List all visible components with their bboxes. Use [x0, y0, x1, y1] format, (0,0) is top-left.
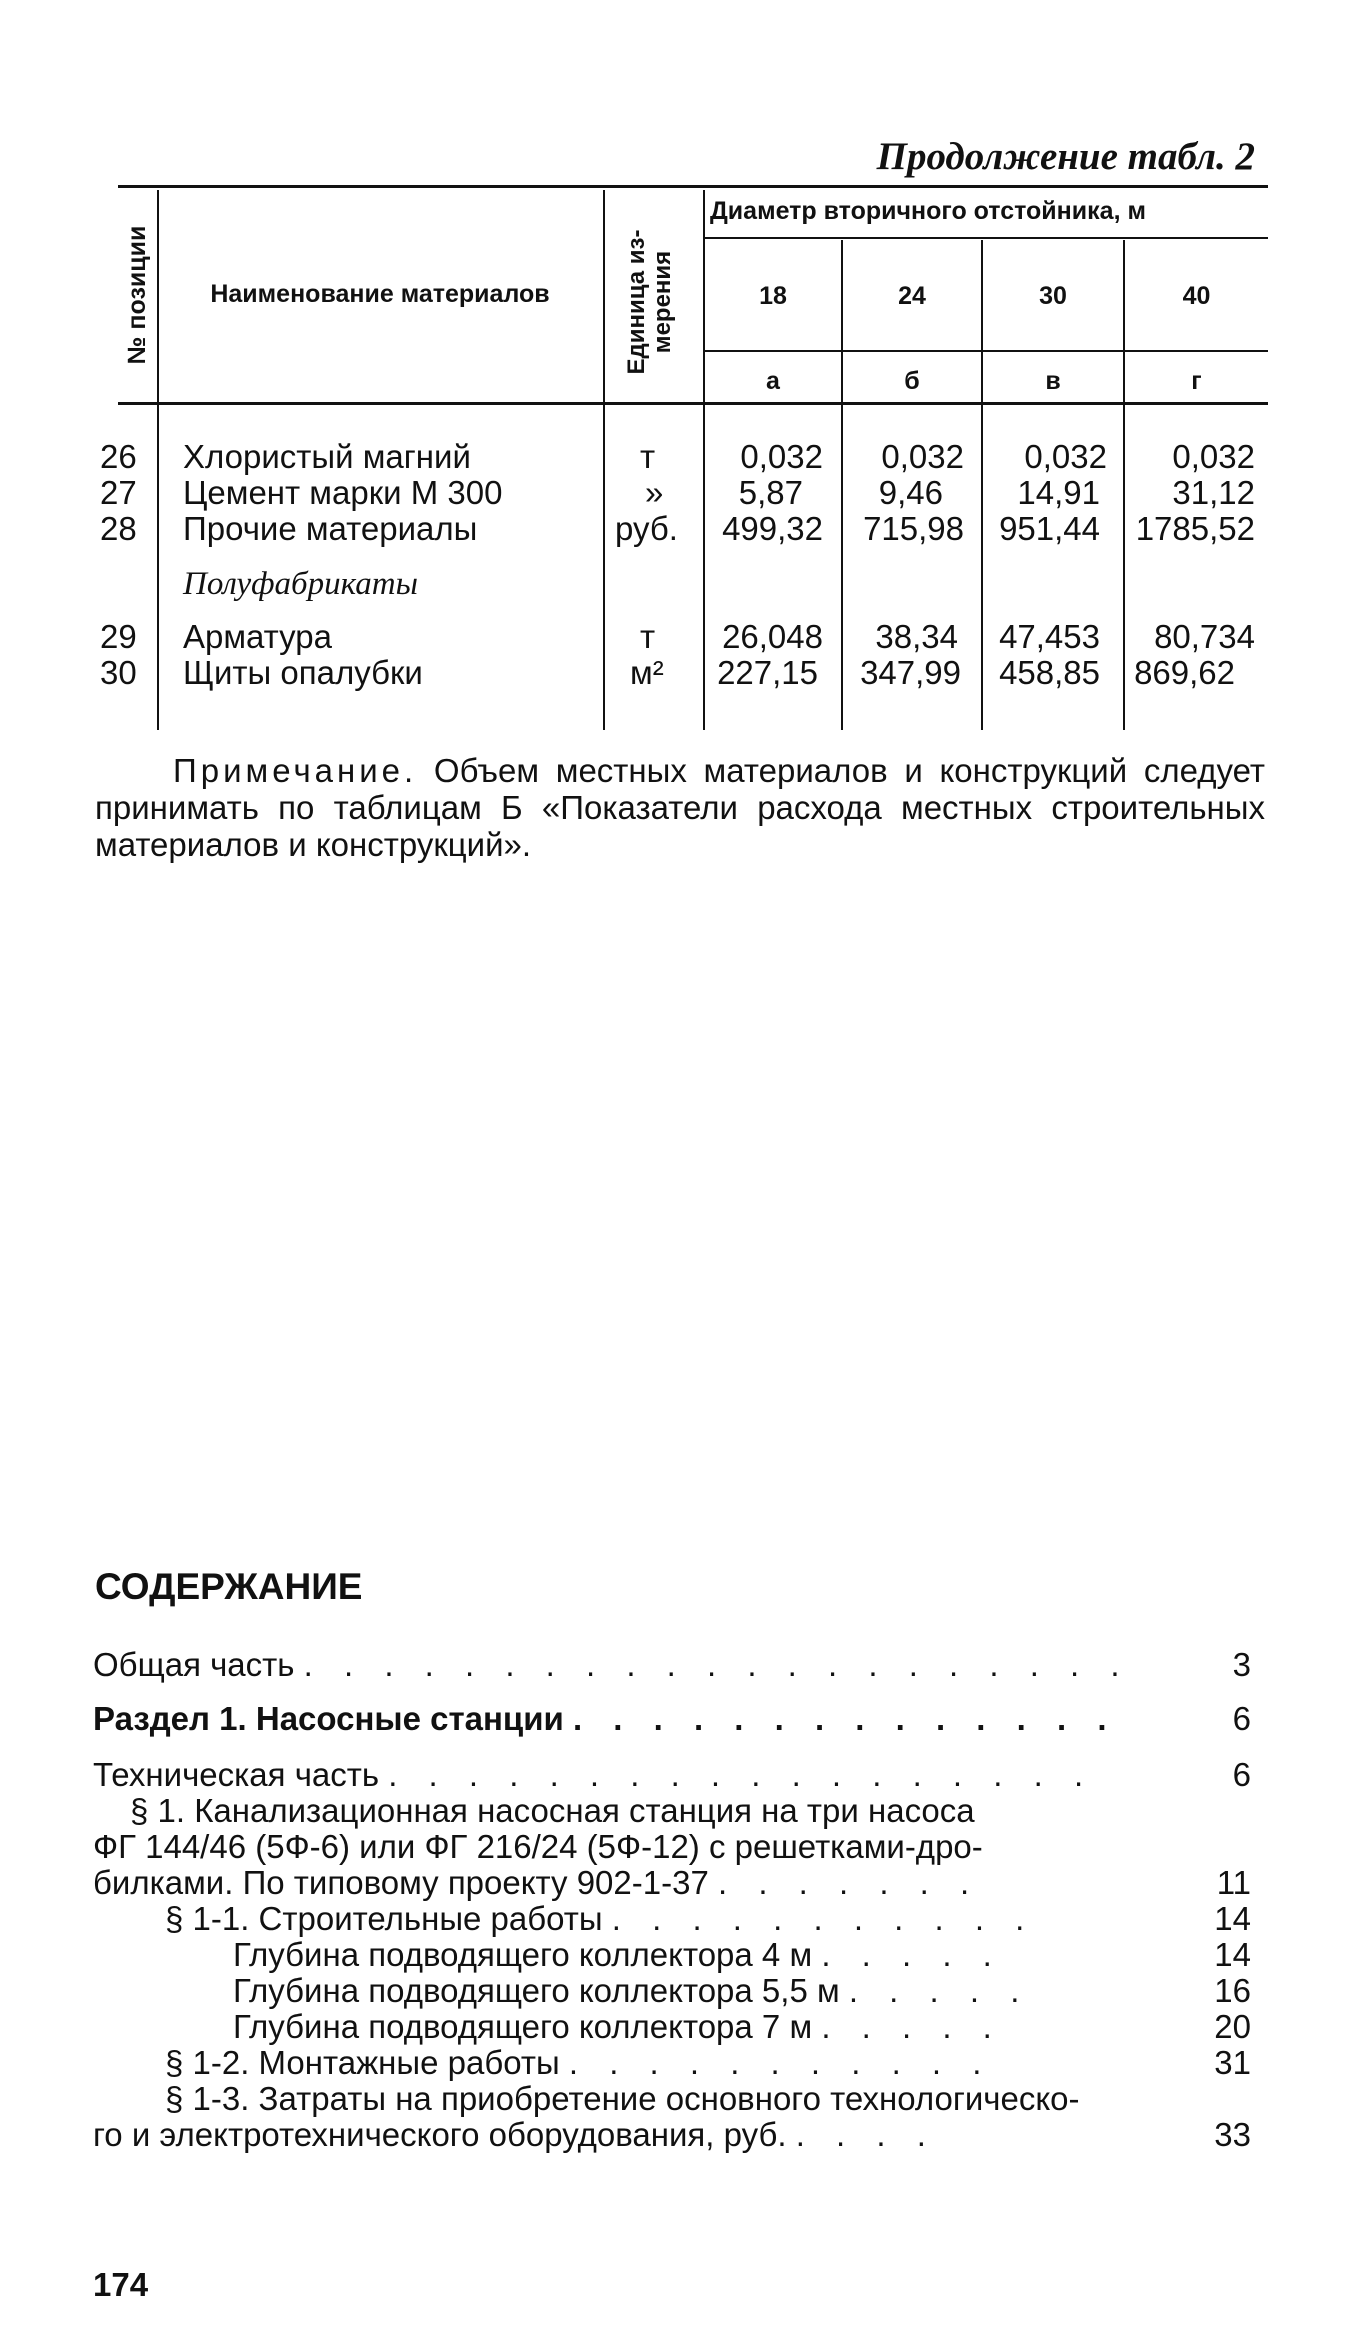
row-position: 27 [100, 474, 137, 511]
letters-header-rule [705, 350, 1268, 352]
toc-page: 14 [1214, 1900, 1251, 1937]
toc-page: 6 [1232, 1700, 1251, 1737]
row-value-a: 5,87 [738, 474, 803, 511]
header-unit [624, 214, 684, 390]
toc-leader: . . . . [795, 2116, 937, 2153]
table-header-bottom-rule [118, 402, 1268, 405]
toc-entry-text: § 1-3. Затраты на приобретение основного технологическо- [165, 2080, 1080, 2117]
col-divider-pos [157, 190, 159, 730]
toc-entry-text: билками. По типовому проекту 902-1-37 [93, 1864, 709, 1901]
row-value-d: 869,62 [1134, 654, 1235, 691]
table-note [95, 752, 1265, 863]
toc-entry-text: Глубина подводящего коллектора 5,5 м [233, 1972, 840, 2009]
toc-page: 20 [1214, 2008, 1251, 2045]
row-unit: руб. [615, 510, 678, 547]
row-position: 28 [100, 510, 137, 547]
table-continuation-caption: Продолжение табл. 2 [876, 135, 1255, 178]
page-number: 174 [93, 2266, 149, 2303]
note-text: Объем местных материалов и конструкций следует принимать по таблицам Б «Показатели расхода местных строительных материалов и конструкций». [95, 752, 1266, 863]
table-section-heading: Полуфабрикаты [183, 566, 418, 602]
row-value-c: 458,85 [999, 654, 1100, 691]
toc-entry-text: Глубина подводящего коллектора 4 м [233, 1936, 813, 1973]
row-value-b: 9,46 [878, 474, 943, 511]
toc-entry-text: го и электротехнического оборудования, руб. [93, 2116, 787, 2153]
header-unit-line2: мерения [649, 250, 676, 354]
row-unit: » [645, 474, 664, 511]
table-top-rule [118, 185, 1268, 188]
toc-page: 6 [1232, 1756, 1251, 1793]
toc-entry-text: Глубина подводящего коллектора 7 м [233, 2008, 813, 2045]
row-value-c: 0,032 [1024, 438, 1107, 475]
diameter-30: 30 [1039, 282, 1067, 310]
row-value-a: 26,048 [722, 618, 823, 655]
header-unit-line1: Единица из- [623, 229, 650, 375]
toc-page: 33 [1214, 2116, 1251, 2153]
letter-g: г [1191, 367, 1202, 395]
letter-a: а [766, 367, 780, 395]
row-value-c: 14,91 [1017, 474, 1100, 511]
row-value-a: 0,032 [740, 438, 823, 475]
row-value-b: 715,98 [863, 510, 964, 547]
col-divider-name [603, 190, 605, 730]
toc-leader: . . . . . [821, 1936, 1003, 1973]
toc-page: 14 [1214, 1936, 1251, 1973]
toc-leader: . . . . . [821, 2008, 1003, 2045]
toc-entry-text: § 1. Канализационная насосная станция на три насоса [130, 1792, 975, 1829]
note-lead: Примечание. [173, 752, 418, 789]
row-value-d: 1785,52 [1135, 510, 1255, 547]
letter-v: в [1045, 367, 1061, 395]
row-value-b: 347,99 [860, 654, 961, 691]
toc-title: СОДЕРЖАНИЕ [95, 1566, 363, 1607]
toc-leader: . . . . . . . . . . . [568, 2044, 993, 2081]
row-material: Щиты опалубки [183, 654, 423, 691]
row-value-a: 227,15 [717, 654, 818, 691]
toc-entry-text: ФГ 144/46 (5Ф-6) или ФГ 216/24 (5Ф-12) с решетками-дро- [93, 1828, 983, 1865]
row-value-a: 499,32 [722, 510, 823, 547]
header-diameter: Диаметр вторичного отстойника, м [710, 197, 1146, 225]
toc-leader: . . . . . . . [717, 1864, 981, 1901]
toc-entry-text: § 1-1. Строительные работы [165, 1900, 603, 1937]
toc-page: 31 [1214, 2044, 1251, 2081]
row-unit: т [640, 438, 656, 475]
row-value-c: 47,453 [999, 618, 1100, 655]
diameter-18: 18 [759, 282, 787, 310]
toc-leader: . . . . . . . . . . . [611, 1900, 1036, 1937]
row-material: Хлористый магний [183, 438, 471, 475]
toc-entry-text: § 1-2. Монтажные работы [165, 2044, 560, 2081]
header-material-name: Наименование материалов [210, 280, 550, 308]
row-position: 29 [100, 618, 137, 655]
toc-page: 11 [1216, 1864, 1251, 1901]
row-position: 30 [100, 654, 137, 691]
toc-entry-text: Общая часть [93, 1646, 295, 1683]
row-position: 26 [100, 438, 137, 475]
toc-page: 16 [1214, 1972, 1251, 2009]
row-value-c: 951,44 [999, 510, 1100, 547]
diameter-24: 24 [898, 282, 926, 310]
diameter-40: 40 [1182, 282, 1211, 310]
letter-b: б [904, 367, 920, 395]
row-material: Арматура [183, 618, 332, 655]
toc-entry-text: Техническая часть [93, 1756, 380, 1793]
row-value-b: 0,032 [881, 438, 964, 475]
toc-entry-text: Раздел 1. Насосные станции [93, 1700, 564, 1737]
diameter-header-rule [705, 237, 1268, 239]
row-value-d: 80,734 [1154, 618, 1255, 655]
row-unit: т [640, 618, 656, 655]
toc-leader: . . . . . [848, 1972, 1031, 2009]
toc-leader: . . . . . . . . . . . . . . [572, 1700, 1118, 1737]
toc-page: 3 [1232, 1646, 1251, 1683]
row-value-d: 31,12 [1172, 474, 1255, 511]
header-position: № позиции [123, 225, 151, 365]
row-value-b: 38,34 [875, 618, 958, 655]
row-value-d: 0,032 [1172, 438, 1255, 475]
toc-leader: . . . . . . . . . . . . . . . . . . [388, 1756, 1095, 1793]
row-material: Цемент марки М 300 [183, 474, 503, 511]
row-material: Прочие материалы [183, 510, 478, 547]
toc-leader: . . . . . . . . . . . . . . . . . . . . . [303, 1646, 1131, 1683]
row-unit: м² [630, 654, 664, 691]
